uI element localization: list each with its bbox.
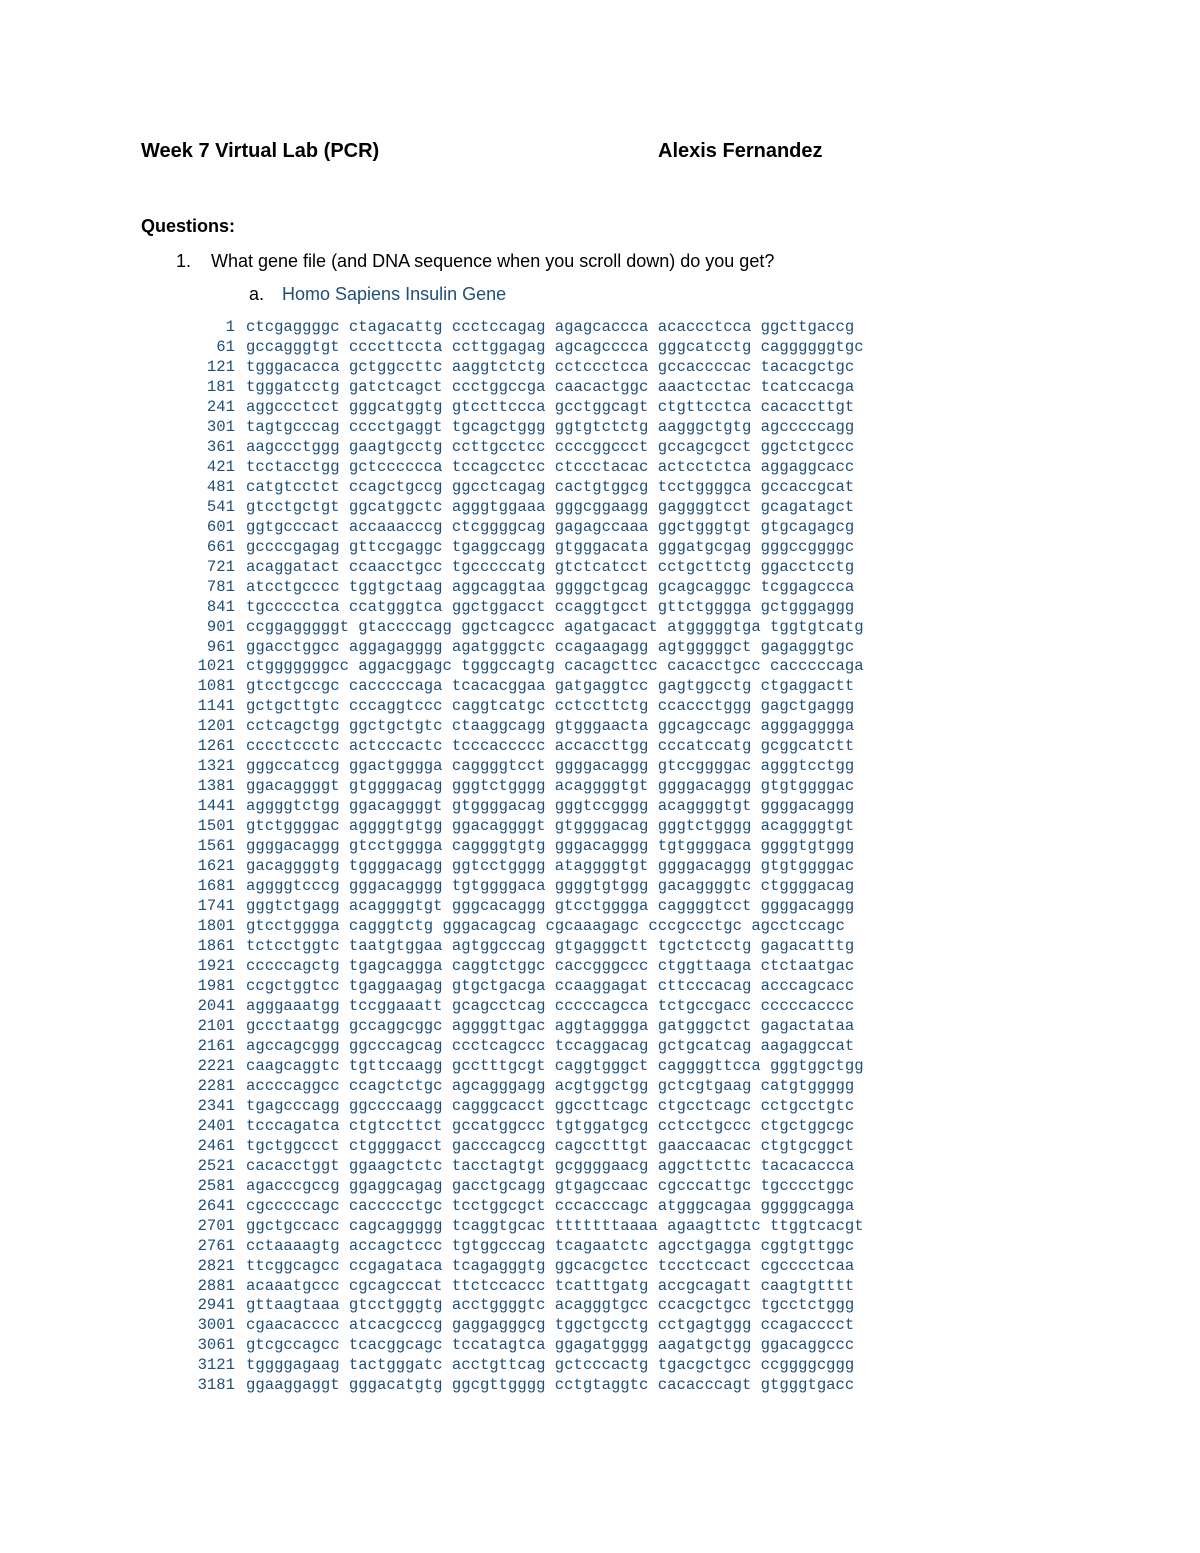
sequence-line [188,877,948,897]
sequence-bases: cctaaaagtg accagctccc tgtggcccag tcagaatctc agcctgagga cggtgttggc [246,1236,855,1255]
sequence-position: 2281 [197,1076,235,1095]
sequence-bases: accccaggcc ccagctctgc agcagggagg acgtggctgg gctcgtgaag catgtggggg [246,1076,855,1095]
sequence-position: 3001 [197,1316,235,1335]
sequence-bases: gctgcttgtc cccaggtccc caggtcatgc cctccttctg ccaccctggg gagctgaggg [246,697,855,716]
sequence-line [188,1237,948,1257]
sequence-bases: gtcctgggga cagggtctg gggacagcag cgcaaagagc cccgccctgc agcctccagc [246,917,845,936]
sequence-position: 3121 [197,1356,235,1375]
sequence-bases: agccagcggg ggcccagcag ccctcagccc tccaggacag gctgcatcag aagaggccat [246,1036,855,1055]
sequence-position: 1801 [197,917,235,936]
sequence-line [188,997,948,1017]
sequence-line [188,737,948,757]
sequence-position: 961 [206,637,235,656]
sequence-bases: gccagggtgt ccccttccta ccttggagag agcagcccca gggcatcctg caggggggtgc [246,337,864,356]
sequence-line [188,1197,948,1217]
sequence-line [188,1117,948,1137]
sequence-position: 2881 [197,1276,235,1295]
author-name: Alexis Fernandez [658,140,823,162]
sequence-position: 1021 [197,657,235,676]
sequence-bases: gtcctgctgt ggcatggctc agggtggaaa gggcggaagg gaggggtcct gcagatagct [246,497,855,516]
sequence-position: 901 [206,617,235,636]
sequence-bases: gccccgagag gttccgaggc tgaggccagg gtgggacata gggatgcgag gggccggggc [246,537,855,556]
sequence-position: 661 [206,537,235,556]
sequence-position: 1081 [197,677,235,696]
sequence-position: 1741 [197,897,235,916]
sequence-line [188,657,948,677]
sequence-line [188,937,948,957]
sequence-bases: tgagcccagg ggccccaagg cagggcacct ggccttcagc ctgcctcagc cctgcctgtc [246,1096,855,1115]
sequence-line [188,638,948,658]
sequence-line [188,677,948,697]
sequence-line [188,1277,948,1297]
sequence-bases: tgccccctca ccatgggtca ggctggacct ccaggtgcct gttctggggа gctgggaggg [246,597,855,616]
sequence-position: 601 [206,517,235,536]
sequence-bases: atcctgcccc tggtgctaag aggcaggtaa ggggctgcag gcagcagggc tcggagccca [246,577,855,596]
sequence-line [188,977,948,997]
sequence-line [188,598,948,618]
sequence-position: 2701 [197,1216,235,1235]
sequence-position: 3181 [197,1376,235,1395]
sequence-bases: catgtcctct ccagctgccg ggcctcagag cactgtggcg tcctggggca gccaccgcat [246,477,855,496]
sequence-bases: ggaaggaggt gggacatgtg ggcgttgggg cctgtaggtc cacacccagt gtgggtgacc [246,1376,855,1395]
sequence-position: 1621 [197,857,235,876]
sequence-position: 2101 [197,1016,235,1035]
sequence-bases: ccggagggggt gtaccccagg ggctcagccc agatgacact atgggggtga tggtgtcatg [246,617,864,636]
sequence-bases: agacccgccg ggaggcagag gacctgcagg gtgagccaac cgcccattgc tgcccctggc [246,1176,855,1195]
sequence-line [188,438,948,458]
sequence-position: 2941 [197,1296,235,1315]
sequence-bases: tcccagatca ctgtccttct gccatggccc tgtggatgcg cctcctgccc ctgctggcgc [246,1116,855,1135]
sequence-bases: cgaacacccc atcacgcccg gaggagggcg tggctgcctg cctgagtggg ccagacccct [246,1316,855,1335]
question-item [176,251,774,272]
sequence-line [188,358,948,378]
sequence-bases: ctcgaggggc ctagacattg ccctccagag agagcaccca acaccctcca ggcttgaccg [246,318,855,336]
sequence-position: 2761 [197,1236,235,1255]
sequence-position: 1681 [197,877,235,896]
sequence-line [188,1376,948,1396]
sequence-bases: tcctacctgg gctcccccca tccagcctcc ctccctacac actcctctca aggaggcacc [246,457,855,476]
sequence-line [188,797,948,817]
sequence-line [188,1316,948,1336]
sequence-bases: gggtctgagg acaggggtgt gggcacaggg gtcctgggga caggggtcct ggggacaggg [246,897,855,916]
sequence-position: 1921 [197,957,235,975]
sequence-bases: aggggtctgg ggacaggggt gtggggacag gggtccgggg acaggggtgt ggggacaggg [246,797,855,816]
sequence-bases: ggctgccacc cagcaggggg tcaggtgcac tttttttaaaa agaagttctc ttggtcacgt [246,1216,864,1235]
document-title: Week 7 Virtual Lab (PCR) [141,140,380,162]
sequence-bases: gtcgccagcc tcacggcagc tccatagtca ggagatgggg aagatgctgg ggacaggccc [246,1336,855,1355]
answer-text: Homo Sapiens Insulin Gene [282,284,507,304]
sequence-position: 841 [206,597,235,616]
sequence-line [188,1137,948,1157]
sequence-line [188,817,948,837]
sequence-line [188,518,948,538]
sequence-line [188,1017,948,1037]
sequence-line [188,1296,948,1316]
sequence-line [188,1157,948,1177]
answer-letter: a. [249,284,265,304]
sequence-bases: ttcggcagcc ccgagataca tcagagggtg ggcacgctcc tccctccact cgcccctcaa [246,1256,855,1275]
page-header [141,140,1061,170]
sequence-bases: cccctccctc actcccactc tcccaccccc accaccttgg cccatccatg gcggcatctt [246,737,855,756]
sequence-position: 421 [206,457,235,476]
sequence-bases: gacaggggtg tggggacagg ggtcctgggg atаggggtgt ggggacaggg gtgtggggac [246,857,855,876]
sequence-bases: tagtgcccag cccctgaggt tgcagctggg ggtgtctctg aagggctgtg agcccccagg [246,417,855,436]
sequence-bases: gtcctgccgc cacccccaga tcacacggaa gatgaggtcc gagtggcctg ctgaggactt [246,677,855,696]
questions-heading: Questions: [141,216,236,236]
sequence-position: 1561 [197,837,235,856]
sequence-bases: ggtgcccact accaaacccg ctcggggcag gagagccaaa ggctgggtgt gtgcagagcg [246,517,855,536]
sequence-position: 61 [216,337,235,356]
dna-sequence-block [188,318,948,1396]
sequence-line [188,458,948,478]
sequence-bases: tctcctggtc taatgtggaa agtggcccag gtgagggctt tgctctcctg gagacatttg [246,937,855,956]
sequence-position: 2521 [197,1156,235,1175]
sequence-position: 1861 [197,937,235,956]
sequence-position: 1981 [197,976,235,995]
sequence-bases: aagccctggg gaagtgcctg ccttgcctcc ccccggccct gccagcgcct ggctctgccc [246,437,855,456]
sequence-bases: acaggatact ccaacctgcc tgcccccatg gtctcatcct cctgcttctg ggacctcctg [246,557,855,576]
sequence-bases: tgctggccct ctggggacct gacccagccg cagcctttgt gaaccaacac ctgtgcggct [246,1136,855,1155]
sequence-line [188,957,948,977]
sequence-position: 2401 [197,1116,235,1135]
sequence-position: 1201 [197,717,235,736]
sequence-bases: cacacctggt ggaagctctc tacctagtgt gcggggaacg aggcttcttc tacacaccca [246,1156,855,1175]
sequence-bases: cgcccccagc caccccctgc tcctggcgct cccacccagc atgggcagaa gggggcagga [246,1196,855,1215]
sequence-position: 2221 [197,1056,235,1075]
sequence-line [188,1336,948,1356]
sequence-bases: ggacaggggt gtggggacag gggtctgggg acaggggtgt ggggacaggg gtgtggggac [246,777,855,796]
sequence-position: 1261 [197,737,235,756]
sequence-position: 2581 [197,1176,235,1195]
sequence-bases: acaaatgccc cgcagcccat ttctccaccc tcatttgatg accgcagatt caagtgtttt [246,1276,855,1295]
sequence-bases: ggggacaggg gtcctgggga caggggtgtg gggacagggg tgtggggaca ggggtgtggg [246,837,855,856]
sequence-position: 1381 [197,777,235,796]
sequence-bases: tgggacacca gctggccttc aaggtctctg cctccctcca gccaccccac tacacgctgc [246,357,855,376]
sequence-bases: tgggatcctg gatctcagct ccctggccga caacactggc aaactcctac tcatccacga [246,377,855,396]
sequence-position: 241 [206,397,235,416]
sequence-position: 2041 [197,996,235,1015]
sequence-line [188,777,948,797]
sequence-line [188,558,948,578]
sequence-position: 3061 [197,1336,235,1355]
sequence-position: 2461 [197,1136,235,1155]
sequence-position: 1441 [197,797,235,816]
sequence-line [188,398,948,418]
sequence-position: 361 [206,437,235,456]
question-number: 1. [176,251,192,271]
sequence-line [188,498,948,518]
sequence-position: 2641 [197,1196,235,1215]
sequence-position: 541 [206,497,235,516]
sequence-position: 181 [206,377,235,396]
answer-item [249,284,506,305]
sequence-position: 2341 [197,1096,235,1115]
sequence-position: 301 [206,417,235,436]
sequence-bases: gggccatccg ggactgggga caggggtcct ggggacaggg gtccggggac agggtcctgg [246,757,855,776]
sequence-line [188,1356,948,1376]
sequence-bases: cctcagctgg ggctgctgtc ctaaggcagg gtgggaacta ggcagccagc agggagggga [246,717,855,736]
sequence-bases: caagcaggtc tgttccaagg gcctttgcgt caggtgggct caggggttcca gggtggctgg [246,1056,864,1075]
sequence-line [188,1217,948,1237]
sequence-line [188,618,948,638]
sequence-line [188,757,948,777]
sequence-line [188,338,948,358]
sequence-line [188,897,948,917]
sequence-position: 1321 [197,757,235,776]
sequence-line [188,837,948,857]
sequence-position: 721 [206,557,235,576]
sequence-line [188,478,948,498]
sequence-line [188,318,948,338]
sequence-position: 1501 [197,817,235,836]
sequence-bases: cccccagctg tgagcaggga caggtctggc caccgggccc ctggttaaga ctctaatgac [246,957,855,975]
sequence-position: 1 [225,318,235,336]
sequence-line [188,697,948,717]
sequence-bases: aggccctcct gggcatggtg gtccttccca gcctggcagt ctgttcctca cacaccttgt [246,397,855,416]
sequence-bases: gttaagtaaa gtcctgggtg acctggggtc acagggtgcc ccacgctgcc tgcctctggg [246,1296,855,1315]
sequence-line [188,1177,948,1197]
sequence-line [188,1037,948,1057]
sequence-line [188,418,948,438]
sequence-position: 781 [206,577,235,596]
sequence-line [188,917,948,937]
sequence-bases: agggaaatgg tccggaaatt gcagcctcag cccccagcca tctgccgacc cccccacccc [246,996,855,1015]
sequence-bases: gccctaatgg gccaggcggc aggggttgac aggtagggga gatgggctct gagactataa [246,1016,855,1035]
sequence-position: 2821 [197,1256,235,1275]
sequence-position: 1141 [197,697,235,716]
sequence-line [188,1257,948,1277]
sequence-line [188,717,948,737]
sequence-line [188,578,948,598]
sequence-line [188,857,948,877]
sequence-bases: ccgctggtcc tgaggaagag gtgctgacga ccaaggagat cttcccacag acccagcacc [246,976,855,995]
sequence-position: 2161 [197,1036,235,1055]
sequence-position: 121 [206,357,235,376]
sequence-bases: ctgggggggcc aggacggagc tgggccagtg cacagcttcc cacacctgcc cacccccaga [246,657,864,676]
sequence-line [188,1077,948,1097]
sequence-line [188,1057,948,1077]
sequence-line [188,1097,948,1117]
sequence-position: 481 [206,477,235,496]
sequence-line [188,538,948,558]
sequence-bases: gtctggggac aggggtgtgg ggacaggggt gtggggacag gggtctgggg acaggggtgt [246,817,855,836]
sequence-line [188,378,948,398]
sequence-bases: aggggtcccg gggacagggg tgtggggaca ggggtgtggg gacaggggtc ctggggacag [246,877,855,896]
sequence-bases: tggggagaag tactgggatc acctgttcag gctcccactg tgacgctgcc ccggggcggg [246,1356,855,1375]
question-text: What gene file (and DNA sequence when you scroll down) do you get? [211,251,775,271]
sequence-bases: ggacctggcc aggagagggg agatgggctc ccagaagagg agtgggggct gagagggtgc [246,637,855,656]
